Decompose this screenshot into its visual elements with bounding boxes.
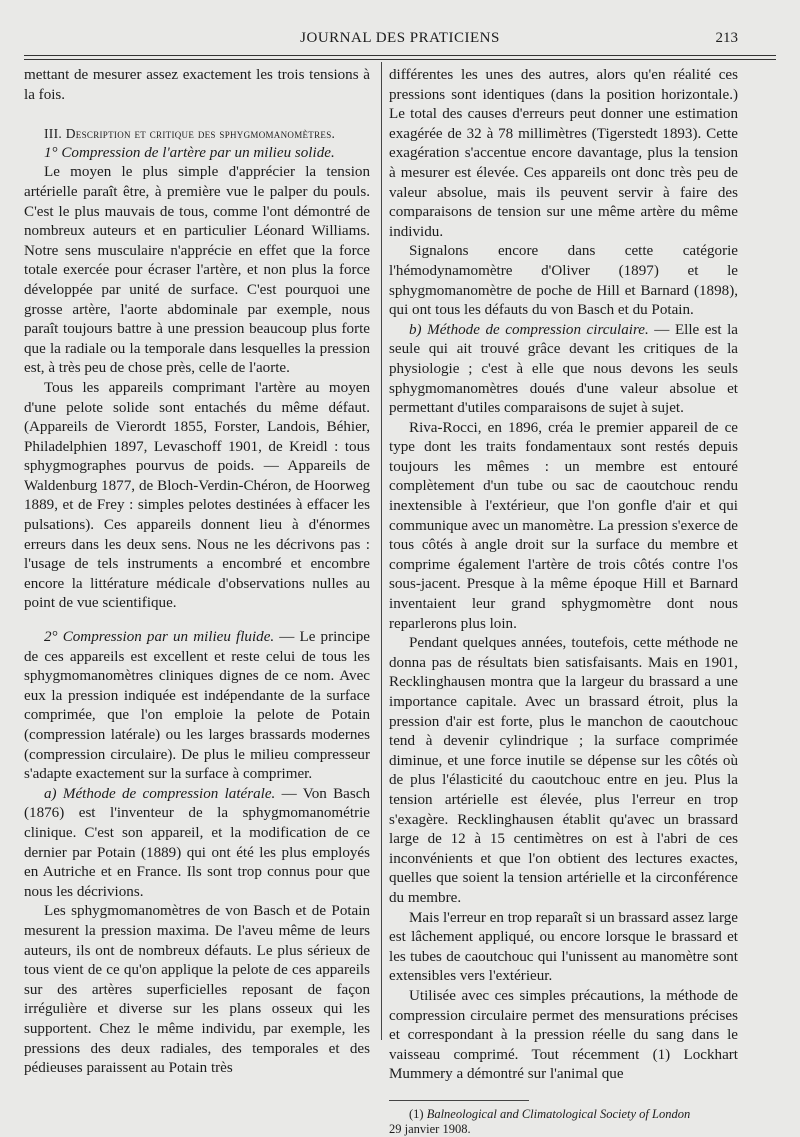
paragraph: Riva-Rocci, en 1896, créa le premier appareil de ce type dont les traits fondamentaux sont restés depuis toujours les mêmes : un membre est entouré complètement d'un tube ou sac de caoutchouc rendu inextensible à l'extérieur, que l'on gonfle d'air et qui communique avec un manomètre. La pression s'exerce de tous côtés à angle droit sur la surface du membre et comprime également l'artère de trois côtés contre l'os sous-jacent. Presque à la même époque Hill et Barnard inventaient leur grand sphygmomètre dont nous reparlerons plus loin. <box>389 419 738 632</box>
paragraph: Tous les appareils comprimant l'artère au moyen d'une pelote solide sont entachés du même défaut. (Appareils de Vierordt 1855, Forster, Landois, Béhier, Philadelphien 1897, Levaschoff 1901, de Kreidl : tous sphygmographes pourvus de poids. — Appareils de Waldenburg 1877, de Bloch-Verdin-Chéron, de Hoorweg 1889, et de Frey : simples pelotes destinées à effacer les pulsations). Ces appareils donnent lieu à d'énormes erreurs dans les deux sens. Nous ne les décrivons pas : l'usage de tels instruments a encombré et encombre encore la littérature médicale d'observations nulles au point de vue scientifique. <box>24 379 370 612</box>
subsection-2 <box>24 628 370 785</box>
footnote-rule <box>389 1100 529 1101</box>
left-column <box>24 66 370 1079</box>
footnote-date: 29 janvier 1908. <box>389 1121 471 1136</box>
paragraph: Pendant quelques années, toutefois, cette méthode ne donna pas de résultats bien satisfaisants. Mais en 1901, Recklinghausen montra que la largeur du brassard a une importance capitale. Avec un brassard étroit, plus la pression d'air est forte, plus le manchon de caoutchouc tend à devenir cylindrique ; la surface comprimée diminue, et une force inutile se dépense sur les côtés où de plus l'élasticité du caoutchouc entre en jeu. Plus la tension artérielle est élevée, plus l'erreur en trop s'exagère. Recklinghausen établit qu'avec un brassard large de 12 à 15 centimètres on est à l'abri de ces inconvénients et que l'on obtient des lectures exactes, quelles que soient la tension artérielle et la circonférence du membre. <box>389 635 738 906</box>
paragraph-intro: mettant de mesurer assez exactement les trois tensions à la fois. <box>24 67 370 103</box>
paragraph-continued: différentes les unes des autres, alors qu'en réalité ces pressions sont identiques (dans la position horizontale.) Le total des causes d'erreurs peut donner une estimation exagérée de 32 à 78 millimètres (Tigerstedt 1893). Cette exagération s'accentue encore davantage, plus la tension à mesurer est élevée. Ces appareils ont donc très peu de valeur absolue, mais ils peuvent servir à faire des comparaisons de tension sur une même artère du même individu. <box>389 67 738 240</box>
section-title: Description et critique des sphygmomanomètres. <box>65 126 336 142</box>
page-number: 213 <box>715 30 738 46</box>
paragraph: Mais l'erreur en trop reparaît si un brassard assez large est lâchement appliqué, ou encore lorsque le brassard et les tubes de caoutchouc qui l'unissent au manomètre sont extensibles vers l'extérieur. <box>389 909 738 985</box>
paragraph: Signalons encore dans cette catégorie l'hémodynamomètre d'Oliver (1897) et le sphygmomanomètre de poche de Hill et Barnard (1898), qui ont tous les défauts du von Basch et du Potain. <box>389 243 738 319</box>
paragraph: Les sphygmomanomètres de von Basch et de Potain mesurent la pression maxima. De l'aveu même de leurs auteurs, ils ont de nombreux défauts. Le plus sérieux de tous vient de ce qu'on applique la pelote de ces appareils sur des artères superficielles reposant de façon irrégulière et diverse sur les plans osseux qui les supportent. Chez le même individu, par exemple, les pressions des deux radiales, des temporales et des pédieuses paraissent au Potain très <box>24 903 370 1077</box>
header-rule-thin <box>24 59 776 60</box>
paragraph: Le moyen le plus simple d'apprécier la tension artérielle paraît être, à première vue le palper du pouls. C'est le plus mauvais de tous, comme l'ont démontré de nombreux auteurs et en particulier Léonard Williams. Notre sens musculaire n'apprécie en effet que la force totale exercée pour écraser l'artère, et non plus la force développée par unité de surface. C'est pourquoi une grosse artère, l'aorte abdominale par exemple, nous paraît toujours battre à une pression beaucoup plus forte que la radiale ou la temporale dans lesquelles la pression est, à très peu de chose près, celle de l'aorte. <box>24 164 370 377</box>
paragraph: Utilisée avec ces simples précautions, la méthode de compression circulaire permet des mensurations précises et correspondant à la pression réelle du sang dans le vaisseau comprimé. Tout récemment (1) Lockhart Mummery a démontré sur l'animal que <box>389 987 738 1083</box>
footnote-number: (1) <box>409 1106 424 1121</box>
subsection-2-title: 2° Compression par un milieu fluide. <box>44 629 275 646</box>
footnote-source: Balneological and Climatological Society of London <box>426 1106 691 1121</box>
subsection-b-title: b) Méthode de compression circulaire. <box>409 321 649 338</box>
right-column <box>389 66 738 1137</box>
journal-title: JOURNAL DES PRATICIENS <box>300 30 500 46</box>
subsection-1-title: 1° Compression de l'artère par un milieu solide. <box>44 144 335 161</box>
subsection-b-text: — Elle est la seule qui ait trouvé grâce devant les critiques de la physiologie ; c'est à elle que nous devons les seuls sphygmomanomètres doués d'une valeur absolue et permettant d'utiles comparaisons de sujet à sujet. <box>389 321 739 417</box>
subsection-a-title: a) Méthode de compression latérale. <box>44 785 276 802</box>
section-number: III. <box>44 126 63 142</box>
subsection-b <box>389 321 738 419</box>
subsection-a <box>24 785 370 903</box>
section-heading <box>24 124 370 144</box>
header-rule <box>24 55 776 56</box>
running-header <box>24 28 776 56</box>
subsection-2-text: — Le principe de ces appareils est excellent et reste celui de tous les sphygmomanomètres cliniques dignes de ce nom. Avec eux la pression indiquée est indépendante de la surface comprimée, que l'on emploie la pelote de Potain (compression latérale) ou les larges brassards modernes (compression circulaire). De plus le milieu compresseur s'adapte exactement sur la surface à comprimer. <box>24 629 370 783</box>
column-divider <box>381 62 382 1040</box>
footnote <box>389 1107 738 1137</box>
subsection-a-text: — Von Basch (1876) est l'inventeur de la sphygmomanométrie clinique. C'est son appareil, et la modification de ce dernier par Potain (1889) qui ont été les plus employés en Autriche et en France. Ils sont trop connus pour que nous les décrivions. <box>24 785 371 900</box>
